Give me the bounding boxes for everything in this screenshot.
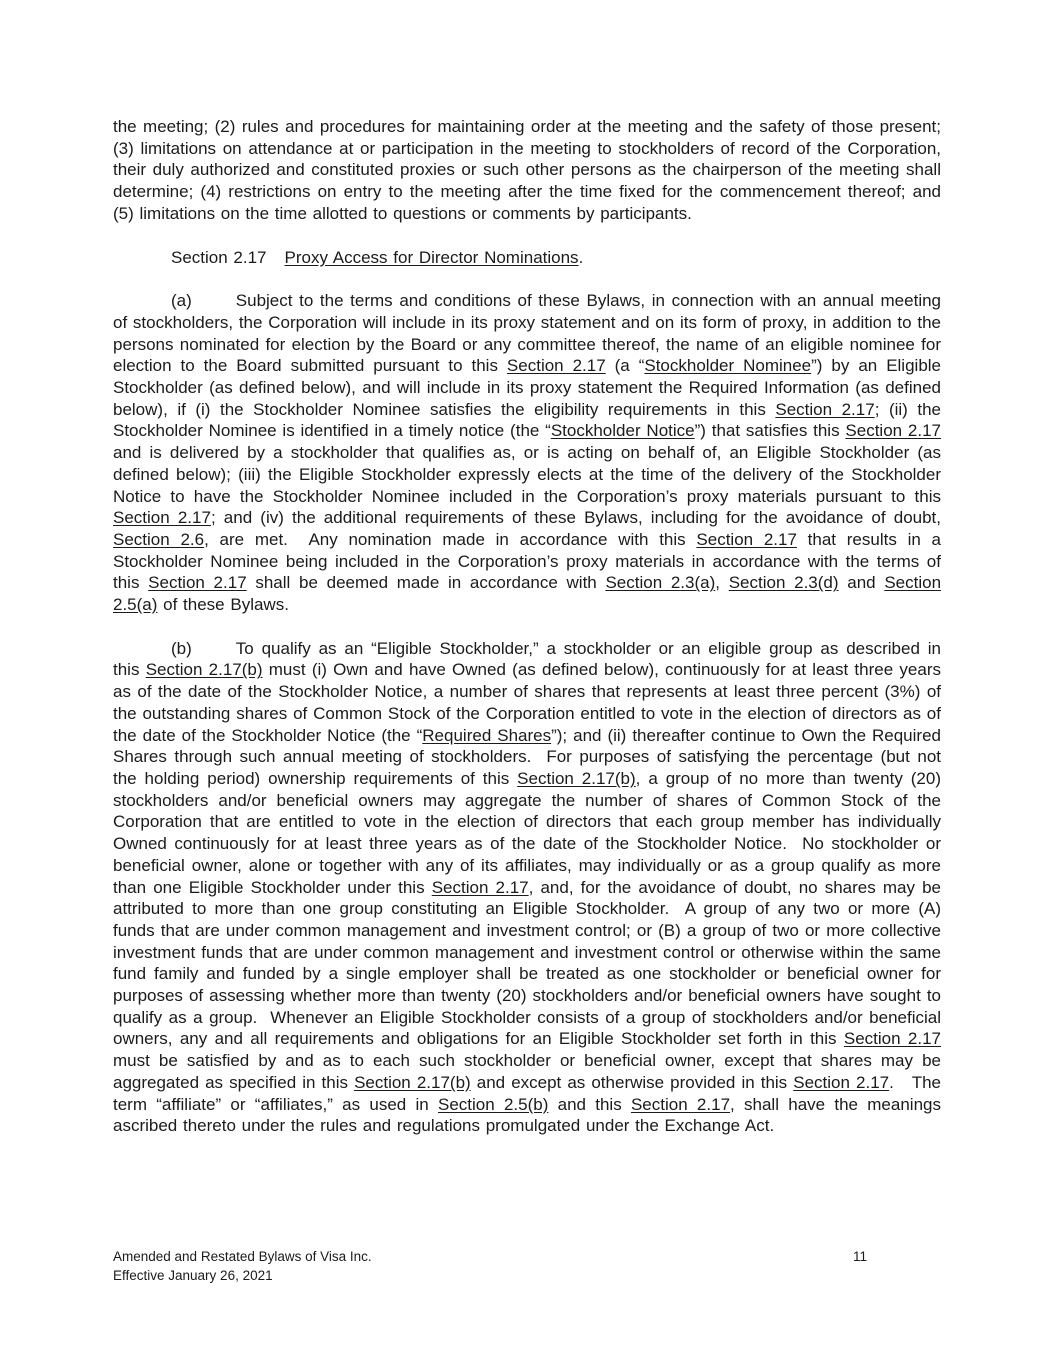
text-run: the meeting; (2) rules and procedures for maintaining order at the meeting and the safety of those present; (3) limitations on attendance at or participation in the meeting to stockholders of record of the Corporation, their duly authorized and constituted proxies or such other persons as the chairperson of the meeting shall determine; (4) restrictions on entry to the meeting after the time fixed for the commencement thereof; and (5) limitations on the time allotted to questions or comments by participants. <box>113 117 941 223</box>
text-run: , <box>715 573 729 593</box>
text-run: , and, for the avoidance of doubt, no shares may be attributed to more than one group constituting an Eligible Stockholder. A group of any two or more (A) funds that are under common management and investment control; or (B) a group of two or more collective investment funds that are under common management and investment control or otherwise within the same fund family and funded by a single employer shall be treated as one stockholder or beneficial owner for purposes of assessing whether more than twenty (20) stockholders and/or beneficial owners have sought to qualify as a group. Whenever an Eligible Stockholder consists of a group of stockholders and/or beneficial owners, any and all requirements and obligations for an Eligible Stockholder set forth in this <box>113 877 942 1049</box>
underlined-reference: Section 2.5(a) <box>113 573 942 615</box>
footer-effective-date: Effective January 26, 2021 <box>113 1267 273 1283</box>
underlined-reference: Section 2.17 <box>845 421 942 441</box>
text-run: , shall have the meanings ascribed thereto under the rules and regulations promulgated under the Exchange Act. <box>113 1094 941 1136</box>
text-run: (a) <box>171 291 192 311</box>
text-run: and <box>838 573 885 593</box>
underlined-reference: Stockholder Notice <box>550 421 695 441</box>
underlined-reference: Section 2.17 <box>793 1072 890 1092</box>
paragraph-b <box>113 638 941 1137</box>
underlined-reference: Stockholder Nominee <box>644 356 812 376</box>
underlined-reference: Section 2.17 <box>843 1029 941 1049</box>
footer-doc-title: Amended and Restated Bylaws of Visa Inc. <box>113 1249 372 1264</box>
underlined-reference: Section 2.17 <box>113 508 211 528</box>
text-run: (a “ <box>605 356 645 376</box>
text-run: Subject to the terms and conditions of these Bylaws, in connection with an annual meeting of stockholders, the Corporation will include in its proxy statement and on its form of proxy, in addition to the persons nominated for election by the Board or any committee thereof, the name of an eligible nominee for election to the Board submitted pursuant to this <box>113 291 941 376</box>
underlined-reference: Section 2.17 <box>775 399 875 419</box>
text-run: ; and (iv) the additional requirements of these Bylaws, including for the avoidance of doubt, <box>210 508 942 528</box>
text-run: , a group of no more than twenty (20) stockholders and/or beneficial owners may aggregate the number of shares of Common Stock of the Corporation that are entitled to vote in the election of directors that each group member has individually Owned continuously for at least three years as of the date of the Stockholder Notice. No stockholder or beneficial owner, alone or together with any of its affiliates, may individually or as a group qualify as more than one Eligible Stockholder under this <box>113 768 941 897</box>
underlined-reference: Section 2.6 <box>113 529 205 549</box>
page-footer <box>113 1248 941 1285</box>
text-run: and except as otherwise provided in this <box>470 1072 794 1092</box>
text-run: Section 2.17 <box>171 247 267 267</box>
underlined-reference: Section 2.3(a) <box>605 573 716 593</box>
underlined-reference: Section 2.17 <box>431 877 529 897</box>
underlined-reference: Proxy Access for Director Nominations <box>284 247 579 267</box>
text-run: , are met. Any nomination made in accordance with this <box>204 529 697 549</box>
text-run: ”) by an Eligible Stockholder (as defined below), and will include in its proxy statement the Required Information (as defined below), if (i) the Stockholder Nominee satisfies the eligibility requirements in this <box>113 356 942 419</box>
underlined-reference: Section 2.17(b) <box>354 1072 471 1092</box>
text-run: of these Bylaws. <box>157 595 289 615</box>
text-run: must (i) Own and have Owned (as defined below), continuously for at least three years as of the date of the Stockholder Notice, a number of shares that represents at least three percent (3%) of the outstanding shares of Common Stock of the Corporation entitled to vote in the election of directors as of the date of the Stockholder Notice (the “ <box>113 660 941 745</box>
underlined-reference: Section 2.17 <box>696 529 797 549</box>
page-body <box>113 116 941 1159</box>
text-run: shall be deemed made in accordance with <box>246 573 606 593</box>
text-run: (b) <box>171 638 192 658</box>
underlined-reference: Section 2.3(d) <box>728 573 839 593</box>
underlined-reference: Required Shares <box>422 725 552 745</box>
text-run: ”) that satisfies this <box>694 421 846 441</box>
underlined-reference: Section 2.5(b) <box>437 1094 549 1114</box>
text-run: . The term “affiliate” or “affiliates,” as used in <box>113 1072 942 1114</box>
text-run: To qualify as an “Eligible Stockholder,” a stockholder or an eligible group as described in this <box>113 638 941 680</box>
text-run: and is delivered by a stockholder that qualifies as, or is acting on behalf of, an Eligible Stockholder (as defined below); (iii) the Eligible Stockholder expressly elects at the time of the delivery of the Stockholder Notice to have the Stockholder Nominee included in the Corporation’s proxy materials pursuant to this <box>113 443 941 506</box>
text-run: and this <box>548 1094 631 1114</box>
text-run: ”); and (ii) thereafter continue to Own the Required Shares through such annual meeting of stockholders. For purposes of satisfying the percentage (but not the holding period) ownership requirements of this <box>113 725 941 788</box>
text-run: that results in a Stockholder Nominee being included in the Corporation’s proxy materials in accordance with the terms of this <box>113 529 941 593</box>
section-2-17-heading <box>113 247 941 269</box>
underlined-reference: Section 2.17(b) <box>517 768 636 788</box>
text-run: ; (ii) the Stockholder Nominee is identified in a timely notice (the “ <box>113 399 941 441</box>
underlined-reference: Section 2.17 <box>630 1094 731 1114</box>
page-number: 11 <box>853 1249 868 1264</box>
underlined-reference: Section 2.17(b) <box>145 660 263 680</box>
underlined-reference: Section 2.17 <box>148 573 247 593</box>
paragraph-a <box>113 290 941 616</box>
text-run: must be satisfied by and as to each such stockholder or beneficial owner, except that shares may be aggregated as specified in this <box>113 1051 941 1092</box>
text-run: . <box>578 247 584 267</box>
underlined-reference: Section 2.17 <box>506 356 606 376</box>
paragraph-continuation <box>113 116 941 225</box>
